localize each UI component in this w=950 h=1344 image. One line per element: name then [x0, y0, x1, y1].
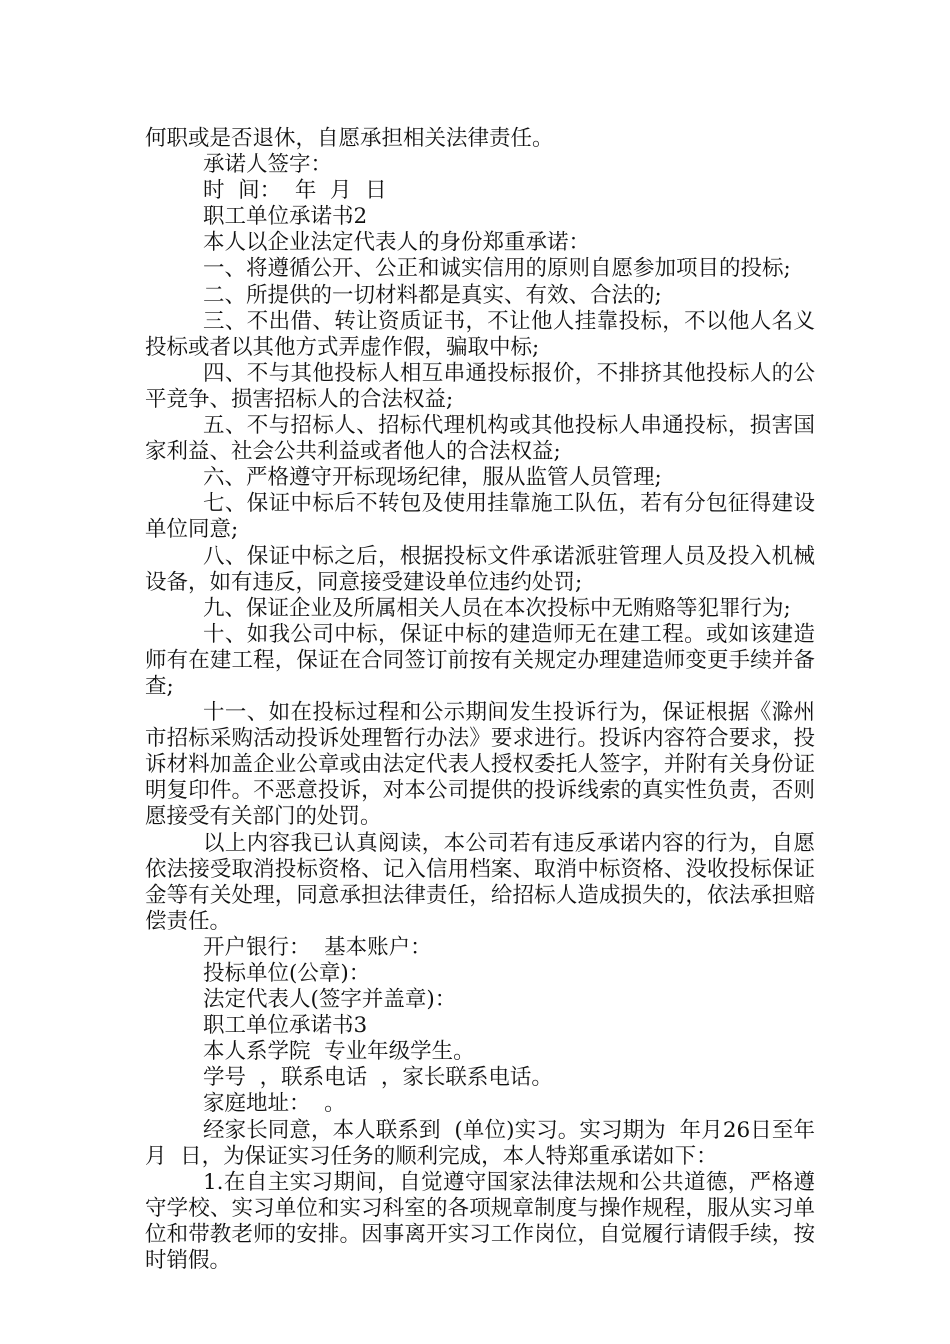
legal-representative-line: 法定代表人(签字并盖章)： — [203, 987, 457, 1013]
commitment-item: 八、保证中标之后，根据投标文件承诺派驻管理人员及投入机械设备，如有违反，同意接受建设单位违约处罚; — [145, 543, 815, 595]
commitment-item: 七、保证中标后不转包及使用挂靠施工队伍，若有分包征得建设单位同意; — [145, 491, 815, 543]
commitment-item: 二、所提供的一切材料都是真实、有效、合法的; — [203, 282, 662, 308]
commitment-item: 三、不出借、转让资质证书，不让他人挂靠投标，不以他人名义投标或者以其他方式弄虚作假，骗取中标; — [145, 308, 815, 360]
paragraph: 以上内容我已认真阅读，本公司若有违反承诺内容的行为，自愿依法接受取消投标资格、记入信用档案、取消中标资格、没收投标保证金等有关处理，同意承担法律责任，给招标人造成损失的，依法承担赔偿责任。 — [145, 830, 815, 934]
paragraph: 何职或是否退休，自愿承担相关法律责任。 — [145, 126, 554, 151]
paragraph: 本人以企业法定代表人的身份郑重承诺： — [203, 230, 591, 256]
bank-account-line: 开户银行： 基本账户： — [203, 934, 432, 960]
contact-info-line: 学号 ，联系电话 ，家长联系电话。 — [203, 1065, 553, 1091]
signature-label: 承诺人签字： — [203, 152, 333, 178]
commitment-item: 四、不与其他投标人相互串通投标报价，不排挤其他投标人的公平竞争、损害招标人的合法权益; — [145, 360, 815, 412]
commitment-item: 1.在自主实习期间，自觉遵守国家法律法规和公共道德，严格遵守学校、实习单位和实习科室的各项规章制度与操作规程，服从实习单位和带教老师的安排。因事离开实习工作岗位，自觉履行请假手续，按时销假。 — [145, 1169, 815, 1274]
commitment-item: 六、严格遵守开标现场纪律，服从监管人员管理; — [203, 465, 662, 491]
document-body — [145, 126, 829, 1274]
student-info-line: 本人系学院 专业年级学生。 — [203, 1039, 475, 1065]
commitment-item: 五、不与招标人、招标代理机构或其他投标人串通投标，损害国家利益、社会公共利益或者他人的合法权益; — [145, 413, 815, 465]
commitment-item: 十、如我公司中标，保证中标的建造师无在建工程。或如该建造师有在建工程，保证在合同签订前按有关规定办理建造师变更手续并备查; — [145, 621, 815, 699]
bidder-seal-line: 投标单位(公章)： — [203, 961, 371, 986]
section-title: 职工单位承诺书2 — [203, 204, 368, 230]
home-address-line: 家庭地址： 。 — [203, 1091, 346, 1117]
commitment-item: 十一、如在投标过程和公示期间发生投诉行为，保证根据《滁州市招标采购活动投诉处理暂行办法》要求进行。投诉内容符合要求，投诉材料加盖企业公章或由法定代表人授权委托人签字，并附有关身份证明复印件。不恶意投诉，对本公司提供的投诉线索的真实性负责，否则愿接受有关部门的处罚。 — [145, 700, 815, 830]
date-line: 时 间： 年 月 日 — [203, 178, 387, 204]
section-title: 职工单位承诺书3 — [203, 1013, 368, 1039]
commitment-item: 一、将遵循公开、公正和诚实信用的原则自愿参加项目的投标; — [203, 256, 791, 282]
paragraph: 经家长同意，本人联系到 (单位)实习。实习期为 年月26日至年 月 日，为保证实习任务的顺利完成，本人特郑重承诺如下： — [145, 1117, 829, 1169]
commitment-item: 九、保证企业及所属相关人员在本次投标中无贿赂等犯罪行为; — [203, 595, 791, 621]
